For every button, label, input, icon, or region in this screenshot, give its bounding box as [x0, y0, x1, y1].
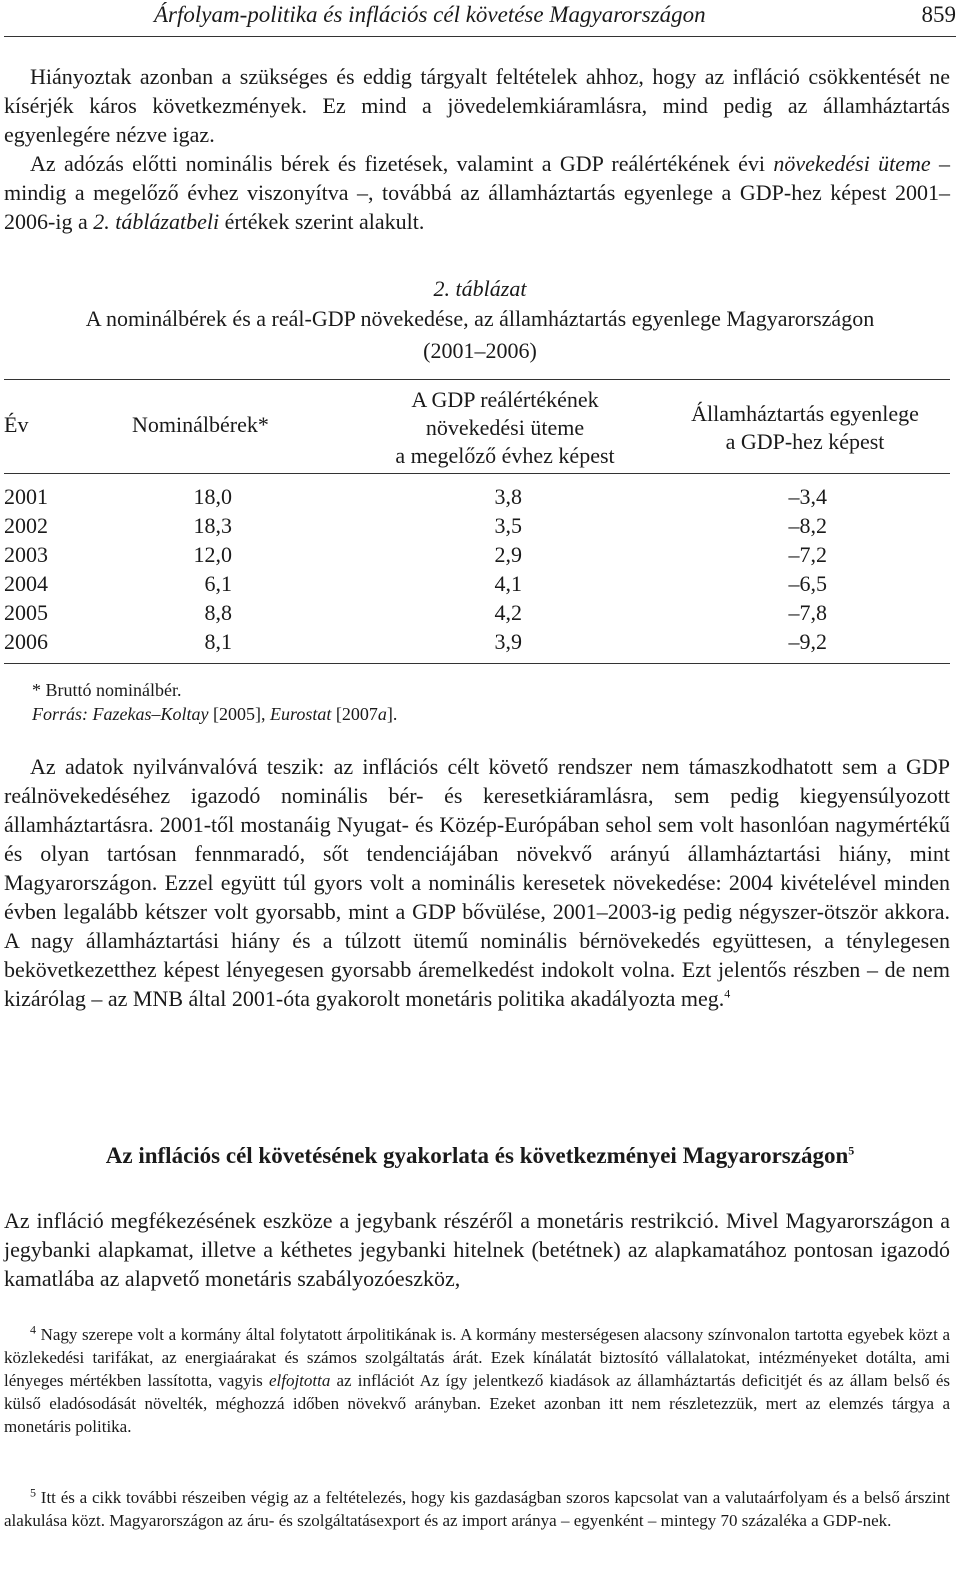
cell-gdp: 3,8 — [494, 484, 522, 509]
paragraph-3-text: Az adatok nyilvánvalóvá teszik: az inflációs célt követő rendszer nem támaszkodhatott sem a GDP reálnövekedéséhez igazodó nominális bér- és keresetkiáramlásra, sem pedig kiegyensúlyozott államháztartásra. 2001-től mostanáig Nyugat- és Közép-Európában sehol sem volt hasonlóan nagymértékű és olyan tartósan fennmaradó, sőt tendenciájában növekvő arányú államháztartási hiány, mint Magyarországon. Ezzel együtt túl gyors volt a nominális keresetek növekedése: 2004 kivételével minden évben legalább kétszer volt gyorsabb, mint a GDP bővülése, 2001–2003-ig pedig négyszer-ötször akkora. A nagy államháztartási hiány és a túlzott ütemű nominális bérnövekedés együttesen, a ténylegesen bekövetkezetthez képest lényegesen gyorsabb áremelkedést indokolt volna. Ezt jelentős részben – de nem kizárólag – az MNB által 2001-óta gyakorolt monetáris politika akadályozta meg. — [4, 754, 950, 1011]
table-source — [32, 702, 397, 726]
footnote-ref-5: 5 — [848, 1143, 855, 1158]
cell-wages: 8,1 — [204, 629, 232, 654]
table-title: A nominálbérek és a reál-GDP növekedése, az államháztartás egyenlege Magyarországon — [85, 306, 875, 331]
cell-balance: –9,2 — [788, 629, 827, 654]
source-year-suffix: a — [377, 704, 387, 724]
col-header-wages: Nominálbérek* — [132, 412, 269, 437]
source-year-2: [2007 — [331, 704, 378, 724]
cell-wages: 12,0 — [193, 542, 232, 567]
footnote-4-text-c: az inflációt Az így jelentkező kiadások az államháztartás deficitjét és az állam belső és külső eladósodását növelték, méghozzá időben növekvő arányban. Ezeket azonban itt nem részletezzük, mert az elemzés tárgya a monetáris politika. — [4, 1371, 950, 1436]
footnote-4-italic: elfojtotta — [268, 1371, 331, 1390]
footnote-5-text: Itt és a cikk további részeiben végig az a feltételezés, hogy kis gazdaságban szoros kapcsolat van a valutaárfolyam és a belső árszint alakulása közt. Magyarországon az áru- és szolgáltatásexport és az import aránya – egyenként – mintegy 70 százaléka a GDP-nek. — [4, 1488, 950, 1530]
col-header-gdp-line-3: a megelőző évhez képest — [395, 443, 615, 468]
cell-gdp: 4,1 — [494, 571, 522, 596]
paragraph-2-italic-b: 2. táblázatbeli — [93, 209, 220, 234]
cell-year: 2001 — [4, 484, 48, 509]
paragraph-1: Hiányoztak azonban a szükséges és eddig tárgyalt feltételek ahhoz, hogy az infláció csökkentését ne kísérjék káros következmények. Ez mind a jövedelemkiáramlásra, mind pedig az államháztartás egyenlegére nézve igaz. — [4, 64, 950, 147]
cell-gdp: 3,5 — [494, 513, 522, 538]
table-label: 2. táblázat — [433, 276, 527, 301]
col-header-year: Év — [4, 412, 29, 437]
source-authors: Forrás: Fazekas–Koltay — [32, 704, 209, 724]
paragraph-3 — [4, 752, 950, 1013]
cell-wages: 18,0 — [193, 484, 232, 509]
section-heading-text: Az inflációs cél követésének gyakorlata és következményei Magyarországon — [105, 1143, 849, 1168]
cell-year: 2005 — [4, 600, 48, 625]
cell-wages: 6,1 — [204, 571, 232, 596]
source-year-1: [2005], — [208, 704, 270, 724]
cell-year: 2003 — [4, 542, 48, 567]
footnote-4 — [4, 1323, 950, 1438]
cell-year: 2004 — [4, 571, 48, 596]
cell-wages: 18,3 — [193, 513, 232, 538]
footnote-4-number: 4 — [30, 1322, 36, 1337]
cell-year: 2002 — [4, 513, 48, 538]
paragraph-2-part-e: értékek szerint alakult. — [219, 209, 425, 234]
cell-gdp: 4,2 — [494, 600, 522, 625]
col-header-gdp-line-1: A GDP reálértékének — [411, 387, 599, 412]
source-close: ]. — [386, 704, 398, 724]
table-note: * Bruttó nominálbér. — [32, 680, 182, 700]
table-top-rule — [4, 379, 950, 380]
cell-balance: –3,4 — [788, 484, 827, 509]
cell-balance: –6,5 — [788, 571, 827, 596]
running-header — [4, 0, 956, 37]
cell-gdp: 2,9 — [494, 542, 522, 567]
cell-balance: –8,2 — [788, 513, 827, 538]
col-header-balance-line-1: Államháztartás egyenlege — [691, 401, 919, 426]
footnote-ref-4: 4 — [724, 986, 731, 1001]
footnote-4-text-a: Nagy szerepe volt a kormány által folytatott árpolitikának is. A kormány mesterségesen alacsony színvonalon tartotta egyebek közt a közlekedési tarifákat, az energiaárakat és számos szolgáltatás árát. Ezek kínálatát biztosító vállalatokat, intézményeket dotálta, ami lényeges mértékben lassította, vagyis — [4, 1325, 950, 1390]
page-number: 859 — [921, 2, 956, 27]
paragraph-2-part-c: – mindig a megelőző évhez viszonyítva –, továbbá az államháztartás egyenlege a GDP-hez képest 2001–2006-ig a — [4, 151, 950, 234]
table-bottom-rule — [4, 663, 950, 664]
cell-gdp: 3,9 — [494, 629, 522, 654]
footnote-5 — [4, 1486, 950, 1532]
paragraph-4: Az infláció megfékezésének eszköze a jegybank részéről a monetáris restrikció. Mivel Magyarországon a jegybanki alapkamat, illetve a kéthetes jegybanki hitelnek (betétnek) az alapkamatához pontosan igazodó kamatlába az alapvető monetáris szabályozóeszköz, — [4, 1208, 950, 1291]
source-eurostat: Eurostat — [269, 704, 332, 724]
table-header-rule — [4, 473, 950, 474]
col-header-balance-line-2: a GDP-hez képest — [725, 429, 885, 454]
running-title: Árfolyam-politika és inflációs cél követése Magyarországon — [154, 2, 706, 27]
paragraph-2-italic-a: növekedési üteme — [773, 151, 931, 176]
cell-balance: –7,2 — [788, 542, 827, 567]
cell-wages: 8,8 — [204, 600, 232, 625]
cell-year: 2006 — [4, 629, 48, 654]
col-header-gdp-line-2: növekedési üteme — [425, 415, 585, 440]
table-period: (2001–2006) — [423, 338, 537, 363]
section-heading — [0, 1143, 960, 1169]
paragraph-2-part-a: Az adózás előtti nominális bérek és fizetések, valamint a GDP reálértékének évi — [30, 151, 774, 176]
cell-balance: –7,8 — [788, 600, 827, 625]
paragraph-2 — [4, 149, 950, 236]
footnote-5-number: 5 — [30, 1485, 36, 1500]
